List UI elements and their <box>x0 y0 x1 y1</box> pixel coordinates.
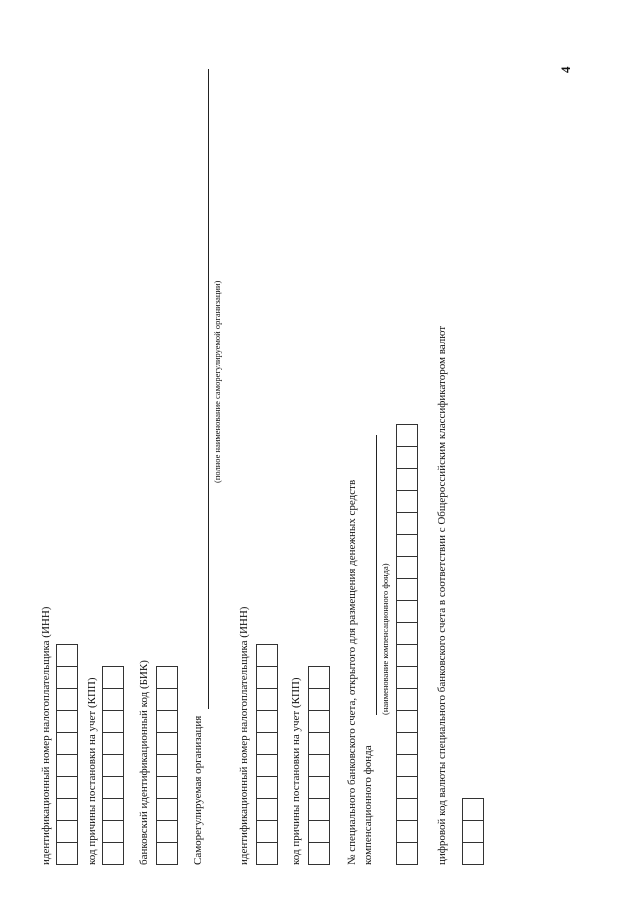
input-cell[interactable] <box>156 732 178 755</box>
input-cell[interactable] <box>396 710 418 733</box>
input-cell[interactable] <box>308 798 330 821</box>
input-cell[interactable] <box>396 666 418 689</box>
input-cell[interactable] <box>156 820 178 843</box>
input-cell[interactable] <box>102 666 124 689</box>
input-cell[interactable] <box>156 842 178 865</box>
input-cell[interactable] <box>396 842 418 865</box>
input-cell[interactable] <box>102 710 124 733</box>
kpp-label: код причины постановки на учет (КПП) <box>86 677 98 865</box>
input-cell[interactable] <box>56 776 78 799</box>
input-cell[interactable] <box>308 754 330 777</box>
input-cell[interactable] <box>102 732 124 755</box>
sro-label: Саморегулируемая организация <box>192 715 204 865</box>
account-label-line2: компенсационного фонда <box>362 745 374 865</box>
input-cell[interactable] <box>156 754 178 777</box>
input-cell[interactable] <box>256 710 278 733</box>
input-cell[interactable] <box>462 798 484 821</box>
input-cell[interactable] <box>396 512 418 535</box>
input-cell[interactable] <box>396 688 418 711</box>
input-cell[interactable] <box>256 644 278 667</box>
input-cell[interactable] <box>256 754 278 777</box>
input-cell[interactable] <box>156 710 178 733</box>
input-cell[interactable] <box>156 688 178 711</box>
input-cell[interactable] <box>56 842 78 865</box>
input-cell[interactable] <box>56 754 78 777</box>
input-cell[interactable] <box>56 798 78 821</box>
input-cell[interactable] <box>256 666 278 689</box>
sro-inn-label: идентификационный номер налогоплательщика (ИНН) <box>238 606 250 865</box>
input-cell[interactable] <box>308 732 330 755</box>
input-cell[interactable] <box>396 754 418 777</box>
input-cell[interactable] <box>308 776 330 799</box>
account-number-boxes[interactable] <box>396 424 418 865</box>
input-cell[interactable] <box>102 776 124 799</box>
input-cell[interactable] <box>56 644 78 667</box>
sro-inn-boxes[interactable] <box>256 644 278 865</box>
input-cell[interactable] <box>56 688 78 711</box>
input-cell[interactable] <box>396 446 418 469</box>
currency-boxes[interactable] <box>462 798 484 865</box>
sro-name-line[interactable] <box>208 69 209 709</box>
input-cell[interactable] <box>308 710 330 733</box>
input-cell[interactable] <box>102 842 124 865</box>
input-cell[interactable] <box>156 776 178 799</box>
input-cell[interactable] <box>56 732 78 755</box>
sro-kpp-label: код причины постановки на учет (КПП) <box>290 677 302 865</box>
input-cell[interactable] <box>396 644 418 667</box>
input-cell[interactable] <box>102 688 124 711</box>
input-cell[interactable] <box>102 754 124 777</box>
input-cell[interactable] <box>396 622 418 645</box>
input-cell[interactable] <box>56 820 78 843</box>
sro-name-caption: (полное наименование саморегулируемой организации) <box>212 280 222 483</box>
input-cell[interactable] <box>308 842 330 865</box>
input-cell[interactable] <box>396 600 418 623</box>
input-cell[interactable] <box>256 842 278 865</box>
input-cell[interactable] <box>256 798 278 821</box>
fund-name-line[interactable] <box>376 435 377 715</box>
page-number: 4 <box>558 66 573 73</box>
input-cell[interactable] <box>396 776 418 799</box>
input-cell[interactable] <box>102 798 124 821</box>
kpp-boxes[interactable] <box>102 666 124 865</box>
bik-label: банковский идентификационный код (БИК) <box>138 660 150 865</box>
input-cell[interactable] <box>256 688 278 711</box>
input-cell[interactable] <box>308 820 330 843</box>
input-cell[interactable] <box>396 424 418 447</box>
input-cell[interactable] <box>56 666 78 689</box>
input-cell[interactable] <box>396 578 418 601</box>
input-cell[interactable] <box>396 732 418 755</box>
input-cell[interactable] <box>56 710 78 733</box>
input-cell[interactable] <box>396 556 418 579</box>
currency-label: цифровой код валюты специального банковского счета в соответствии с Общероссийским классификатором валют <box>436 325 448 865</box>
input-cell[interactable] <box>308 666 330 689</box>
input-cell[interactable] <box>462 842 484 865</box>
input-cell[interactable] <box>102 820 124 843</box>
input-cell[interactable] <box>462 820 484 843</box>
input-cell[interactable] <box>256 732 278 755</box>
sro-kpp-boxes[interactable] <box>308 666 330 865</box>
input-cell[interactable] <box>396 534 418 557</box>
inn-boxes[interactable] <box>56 644 78 865</box>
input-cell[interactable] <box>396 468 418 491</box>
input-cell[interactable] <box>256 820 278 843</box>
input-cell[interactable] <box>308 688 330 711</box>
input-cell[interactable] <box>156 798 178 821</box>
fund-name-caption: (наименование компенсационного фонда) <box>380 563 390 715</box>
input-cell[interactable] <box>396 490 418 513</box>
input-cell[interactable] <box>156 666 178 689</box>
account-label: № специального банковского счета, открытого для размещения денежных средств <box>346 479 358 865</box>
inn-label: идентификационный номер налогоплательщика (ИНН) <box>40 606 52 865</box>
input-cell[interactable] <box>396 798 418 821</box>
input-cell[interactable] <box>396 820 418 843</box>
input-cell[interactable] <box>256 776 278 799</box>
bik-boxes[interactable] <box>156 666 178 865</box>
